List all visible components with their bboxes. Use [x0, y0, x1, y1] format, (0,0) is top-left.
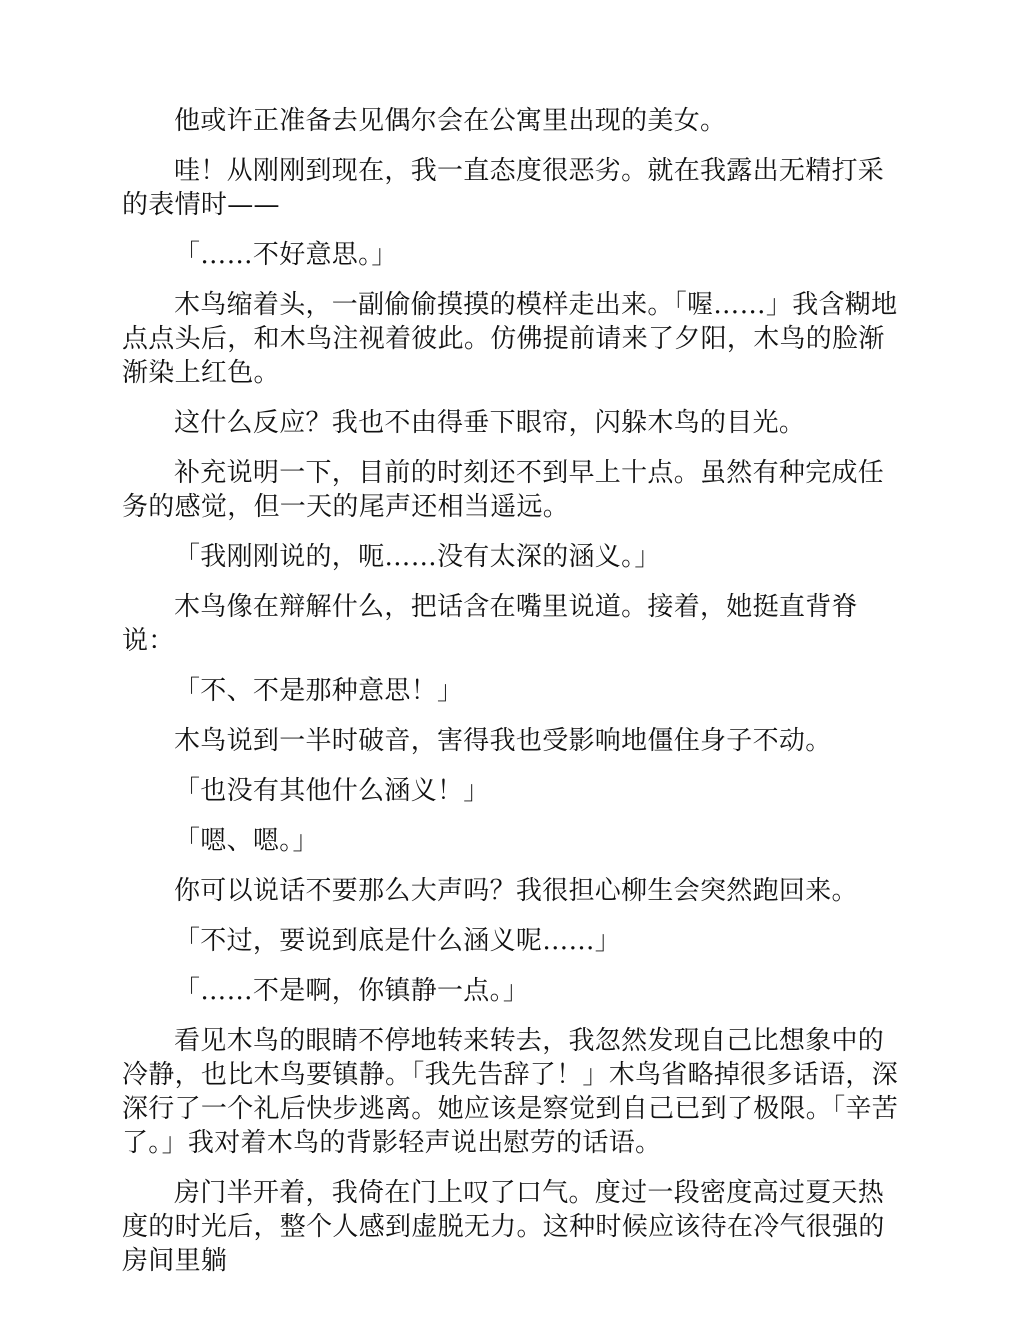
- paragraph: 「嗯、嗯。」: [174, 826, 319, 856]
- paragraph: 看见木鸟的眼睛不停地转来转去，我忽然发现自己比想象中的冷静，也比木鸟要镇静。「我先告辞了！」木鸟省略掉很多话语，深深行了一个礼后快步逃离。她应该是察觉到自己已到了极限。「辛苦了。」我对着木鸟的背影轻声说出慰劳的话语。: [122, 1026, 899, 1158]
- paragraph: 你可以说话不要那么大声吗？我很担心柳生会突然跑回来。: [174, 876, 858, 906]
- paragraph: 房门半开着，我倚在门上叹了口气。度过一段密度高过夏天热度的时光后，整个人感到虚脱无力。这种时候应该待在冷气很强的房间里躺: [122, 1178, 885, 1276]
- paragraph: 木鸟说到一半时破音，害得我也受影响地僵住身子不动。: [174, 726, 832, 756]
- paragraph: 「我刚刚说的，呃……没有太深的涵义。」: [174, 542, 661, 572]
- paragraph: 他或许正准备去见偶尔会在公寓里出现的美女。: [174, 106, 727, 136]
- paragraph: 补充说明一下，目前的时刻还不到早上十点。虽然有种完成任务的感觉，但一天的尾声还相当遥远。: [122, 458, 885, 522]
- paragraph: 「不过，要说到底是什么涵义呢……」: [174, 926, 622, 956]
- paragraph: 木鸟缩着头，一副偷偷摸摸的模样走出来。「喔……」我含糊地点点头后，和木鸟注视着彼此。仿佛提前请来了夕阳，木鸟的脸渐渐染上红色。: [122, 290, 898, 388]
- paragraph: 「……不是啊，你镇静一点。」: [174, 976, 530, 1006]
- paragraph: 「也没有其他什么涵义！」: [174, 776, 490, 806]
- paragraph: 「不、不是那种意思！」: [174, 676, 464, 706]
- paragraph: 「……不好意思。」: [174, 240, 398, 270]
- paragraph: 哇！从刚刚到现在，我一直态度很恶劣。就在我露出无精打采的表情时——: [122, 156, 885, 220]
- paragraph: 这什么反应？我也不由得垂下眼帘，闪躲木鸟的目光。: [174, 408, 806, 438]
- document-page: [122, 104, 898, 1294]
- paragraph: 木鸟像在辩解什么，把话含在嘴里说道。接着，她挺直背脊说：: [122, 592, 858, 656]
